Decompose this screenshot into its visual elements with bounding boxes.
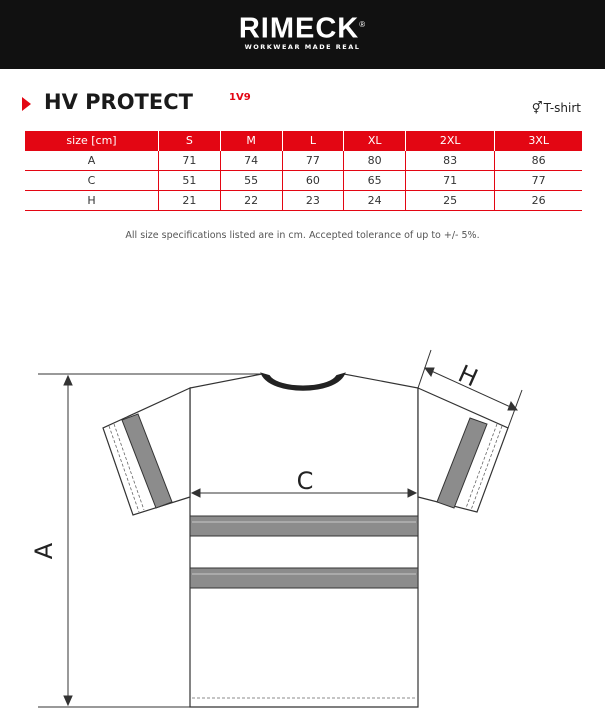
product-type-label: T-shirt	[543, 101, 581, 115]
column-header: L	[282, 131, 344, 151]
table-cell: 24	[344, 191, 406, 211]
dimension-a-arrow-bottom	[64, 696, 72, 705]
table-cell: 21	[159, 191, 221, 211]
trademark-symbol: ®	[359, 20, 367, 29]
table-cell: H	[25, 191, 159, 211]
reflective-stripe	[190, 568, 418, 588]
tolerance-note: All size specifications listed are in cm. Accepted tolerance of up to +/- 5%.	[125, 230, 480, 241]
table-cell: 60	[282, 171, 344, 191]
table-cell: 65	[344, 171, 406, 191]
column-header: 3XL	[495, 131, 582, 151]
table-cell: 26	[495, 191, 582, 211]
table-cell: 23	[282, 191, 344, 211]
column-header: 2XL	[406, 131, 495, 151]
reflective-stripe	[190, 516, 418, 536]
table-cell: 22	[220, 191, 282, 211]
column-header: S	[159, 131, 221, 151]
unisex-icon: ⚥	[531, 101, 543, 115]
tshirt-body-outline	[190, 374, 418, 707]
column-header: size [cm]	[25, 131, 159, 151]
column-header: M	[220, 131, 282, 151]
table-cell: 86	[495, 151, 582, 171]
table-cell: A	[25, 151, 159, 171]
brand-tagline: WORKWEAR MADE REAL	[244, 43, 361, 51]
dimension-h-label: H	[454, 359, 482, 393]
table-cell: 80	[344, 151, 406, 171]
table-cell: 71	[406, 171, 495, 191]
logo-text: RIMECK	[238, 12, 360, 45]
table-cell: 25	[406, 191, 495, 211]
table-cell: 83	[406, 151, 495, 171]
dimension-h-arrow-left	[425, 368, 434, 376]
table-cell: C	[25, 171, 159, 191]
column-header: XL	[344, 131, 406, 151]
dimension-c-label: C	[296, 467, 314, 495]
product-name: HV PROTECT	[44, 90, 193, 114]
table-cell: 55	[220, 171, 282, 191]
dimension-a-arrow-top	[64, 376, 72, 385]
table-cell: 77	[495, 171, 582, 191]
product-code: 1V9	[229, 92, 251, 103]
table-cell: 51	[159, 171, 221, 191]
table-cell: 74	[220, 151, 282, 171]
table-cell: 71	[159, 151, 221, 171]
table-cell: 77	[282, 151, 344, 171]
dimension-a-label: A	[30, 542, 58, 560]
